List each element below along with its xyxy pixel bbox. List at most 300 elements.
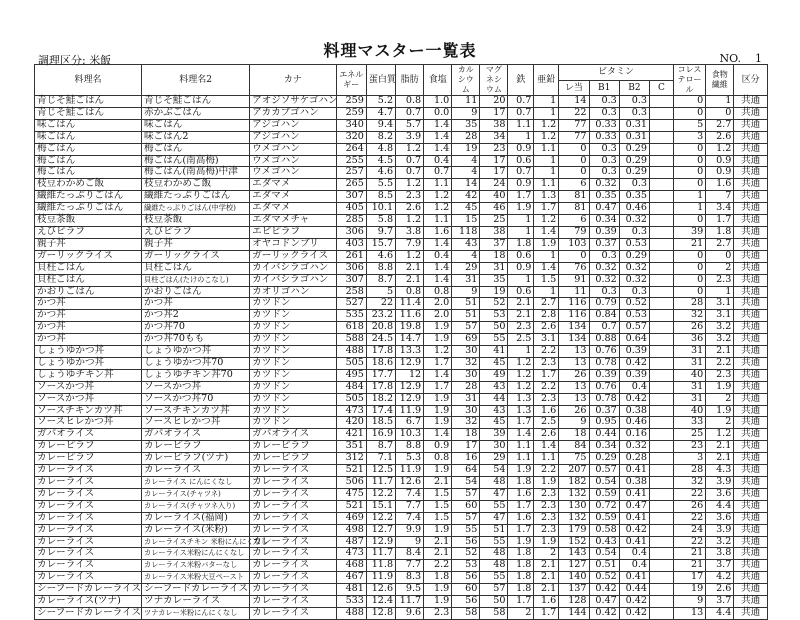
table-cell: カレーピラフ [250, 453, 336, 465]
table-cell: 共通 [734, 417, 768, 429]
table-cell: 1.3 [534, 191, 559, 203]
table-cell: 4.4 [706, 607, 734, 619]
table-cell: 77 [559, 131, 589, 143]
table-cell: 0.3 [589, 96, 619, 108]
table-cell: 9.9 [396, 524, 424, 536]
table-cell: 1.9 [534, 536, 559, 548]
table-cell: 35 [480, 274, 508, 286]
table-cell: 182 [559, 477, 589, 489]
table-cell [650, 429, 674, 441]
table-cell: 1.2 [534, 119, 559, 131]
table-cell: 梅ごはん [35, 155, 142, 167]
table-cell: 18 [480, 250, 508, 262]
table-cell [650, 524, 674, 536]
table-cell: 共通 [734, 238, 768, 250]
table-cell: 共通 [734, 262, 768, 274]
table-cell: シーフードカレーライス [35, 584, 142, 596]
table-cell: 共通 [734, 572, 768, 584]
table-cell: 2.3 [706, 274, 734, 286]
table-cell: 11.9 [396, 465, 424, 477]
table-cell: 5.5 [366, 179, 395, 191]
table-cell: 6.7 [396, 417, 424, 429]
table-cell: 0.41 [619, 536, 649, 548]
table-cell: 0.78 [589, 393, 619, 405]
table-cell: 495 [336, 369, 366, 381]
table-cell: 0.3 [589, 155, 619, 167]
table-cell: 1.9 [424, 596, 452, 608]
table-cell: 4.7 [366, 107, 395, 119]
table-cell [650, 548, 674, 560]
table-cell: 0.31 [619, 131, 649, 143]
table-cell [650, 512, 674, 524]
table-cell: 1.4 [534, 441, 559, 453]
table-cell: カレーライス(チャツネ入り) [142, 500, 250, 512]
table-cell: 2 [706, 393, 734, 405]
table-cell: 23.2 [366, 310, 395, 322]
table-cell: カレーライス にんにくなし [142, 477, 250, 489]
table-cell: エダマメ [250, 203, 336, 215]
table-cell: 1.9 [424, 584, 452, 596]
table-cell: 11.8 [366, 560, 395, 572]
table-cell: 28 [452, 131, 480, 143]
table-row [35, 536, 768, 548]
table-cell: ウメゴハン [250, 167, 336, 179]
table-cell: 9.7 [366, 226, 395, 238]
table-cell: 1 [508, 346, 534, 358]
table-cell: 青じそ鮭ごはん [35, 96, 142, 108]
table-cell: 0.6 [508, 286, 534, 298]
table-cell [650, 607, 674, 619]
table-cell: 0.6 [508, 155, 534, 167]
table-cell: 1.4 [424, 238, 452, 250]
table-cell: 4.5 [366, 155, 395, 167]
table-cell: 0.4 [619, 381, 649, 393]
table-cell: 1.8 [508, 584, 534, 596]
table-cell: 1 [673, 203, 705, 215]
table-cell: 0.42 [619, 524, 649, 536]
table-cell: 共通 [734, 286, 768, 298]
table-cell: カレーライス [35, 477, 142, 489]
table-cell: 25 [480, 215, 508, 227]
table-cell: ガーリックライス [35, 250, 142, 262]
table-cell: 2.3 [424, 607, 452, 619]
table-cell: エダマメチャ [250, 215, 336, 227]
table-cell: 57 [452, 512, 480, 524]
table-cell: 257 [336, 167, 366, 179]
table-cell: 共通 [734, 512, 768, 524]
table-cell: 0.57 [589, 465, 619, 477]
table-cell: 2.2 [534, 346, 559, 358]
table-cell: 0.44 [619, 584, 649, 596]
table-cell: ガパオライス [35, 429, 142, 441]
table-cell: 259 [336, 107, 366, 119]
table-cell: 0 [673, 107, 705, 119]
table-cell: 1.2 [706, 143, 734, 155]
table-cell [650, 417, 674, 429]
table-cell: ウメゴハン [250, 155, 336, 167]
table-cell: 1.8 [508, 238, 534, 250]
table-cell: 12.6 [396, 477, 424, 489]
table-cell: 5.8 [366, 215, 395, 227]
table-cell: 56 [452, 596, 480, 608]
table-row [35, 512, 768, 524]
table-cell: 共通 [734, 607, 768, 619]
table-cell: 22 [366, 298, 395, 310]
table-cell: 81 [559, 191, 589, 203]
table-cell: 味ごはん [142, 119, 250, 131]
table-cell: 17.8 [366, 346, 395, 358]
table-cell: 1.2 [706, 429, 734, 441]
table-cell: 7 [706, 191, 734, 203]
table-cell: 3.9 [706, 477, 734, 489]
table-cell: 40 [673, 369, 705, 381]
table-cell: 3.1 [534, 334, 559, 346]
table-cell: 0 [559, 167, 589, 179]
table-cell: 79 [559, 226, 589, 238]
table-cell: 0.8 [424, 286, 452, 298]
table-cell: 共通 [734, 322, 768, 334]
table-cell: 38 [480, 119, 508, 131]
table-cell: 0 [673, 167, 705, 179]
table-cell: 32 [673, 477, 705, 489]
table-cell: 0.7 [424, 167, 452, 179]
table-cell: 103 [559, 238, 589, 250]
table-cell: 51 [480, 524, 508, 536]
table-cell: 48 [480, 560, 508, 572]
table-cell: カレーライス [35, 536, 142, 548]
table-cell: 45 [480, 417, 508, 429]
table-cell: エダマメ [250, 191, 336, 203]
table-cell: 10.1 [366, 203, 395, 215]
table-cell: カイバシラゴハン [250, 262, 336, 274]
table-cell: 53 [452, 560, 480, 572]
table-cell: 1.7 [534, 203, 559, 215]
table-cell: 1.6 [534, 405, 559, 417]
table-cell: 60 [452, 584, 480, 596]
table-cell: ソースかつ丼 [35, 381, 142, 393]
table-cell: 1.4 [508, 429, 534, 441]
table-cell: 1.8 [706, 226, 734, 238]
table-cell: 1 [706, 96, 734, 108]
table-cell: 0.3 [589, 286, 619, 298]
table-cell: 0 [673, 155, 705, 167]
table-cell: 2.2 [424, 560, 452, 572]
table-cell: 64 [452, 465, 480, 477]
table-cell: 22 [673, 488, 705, 500]
table-cell [650, 441, 674, 453]
table-cell: 0.3 [589, 167, 619, 179]
table-cell: 1.4 [424, 143, 452, 155]
table-cell: かつ丼 [142, 298, 250, 310]
table-cell: 48 [480, 477, 508, 489]
table-cell: カレーライス [250, 465, 336, 477]
table-cell: カレーライス(ツナ) [35, 596, 142, 608]
table-cell: 12.6 [366, 584, 395, 596]
table-cell: 1 [508, 131, 534, 143]
table-cell: 3.9 [706, 524, 734, 536]
table-cell: 2.1 [706, 346, 734, 358]
table-cell: 1.6 [508, 488, 534, 500]
table-cell: 30 [452, 346, 480, 358]
table-cell: カツドン [250, 298, 336, 310]
table-cell: 28 [452, 381, 480, 393]
table-cell: 13 [559, 393, 589, 405]
table-cell: 3.8 [706, 548, 734, 560]
table-cell [650, 393, 674, 405]
table-cell: 31 [452, 393, 480, 405]
table-cell: かつ丼 [35, 322, 142, 334]
table-cell: 0.39 [619, 369, 649, 381]
table-cell: 2.1 [534, 560, 559, 572]
table-cell: 2 [706, 262, 734, 274]
table-cell: カレーライスチキン 米粉にんにくなし [142, 536, 250, 548]
table-cell: 2.5 [534, 417, 559, 429]
table-cell: 29 [480, 453, 508, 465]
table-row [35, 465, 768, 477]
table-cell: 420 [336, 417, 366, 429]
table-cell: 0.41 [619, 465, 649, 477]
table-cell: ソースヒレかつ丼 [35, 417, 142, 429]
table-cell: 179 [559, 524, 589, 536]
table-cell: 3.1 [706, 310, 734, 322]
table-cell: 0.51 [589, 560, 619, 572]
table-cell [650, 369, 674, 381]
table-cell: かつ丼 [35, 298, 142, 310]
table-cell: シーフードカレーライス [142, 584, 250, 596]
table-row [35, 500, 768, 512]
table-cell: 赤かぶごはん [142, 107, 250, 119]
table-cell: 2.8 [534, 310, 559, 322]
table-cell: 共通 [734, 107, 768, 119]
table-cell: アジゴハン [250, 131, 336, 143]
table-cell: シーフードカレーライス [35, 607, 142, 619]
table-row [35, 441, 768, 453]
table-cell: 39 [480, 429, 508, 441]
table-cell: 18.6 [366, 357, 395, 369]
table-cell: 18.5 [366, 417, 395, 429]
table-cell: 1.1 [534, 143, 559, 155]
table-cell: 488 [336, 346, 366, 358]
table-cell: 1.7 [424, 381, 452, 393]
table-cell: 0.42 [589, 584, 619, 596]
table-cell: 0.9 [508, 262, 534, 274]
table-cell: 7.7 [396, 560, 424, 572]
table-cell: 22 [559, 107, 589, 119]
table-cell: 0.32 [619, 274, 649, 286]
table-cell: 0.59 [589, 512, 619, 524]
table-cell: 1.2 [508, 357, 534, 369]
table-cell: 132 [559, 512, 589, 524]
table-cell: 1.5 [534, 274, 559, 286]
table-cell: 共通 [734, 155, 768, 167]
table-row [35, 322, 768, 334]
table-cell [650, 334, 674, 346]
table-cell: 5 [366, 286, 395, 298]
table-cell [650, 357, 674, 369]
table-cell: 8.8 [396, 441, 424, 453]
table-cell: 17.7 [366, 369, 395, 381]
table-cell: 307 [336, 274, 366, 286]
table-row [35, 107, 768, 119]
table-cell: 0.54 [589, 477, 619, 489]
table-cell: 1.8 [508, 572, 534, 584]
table-cell: 0.84 [589, 310, 619, 322]
table-cell: 21 [673, 560, 705, 572]
table-cell: かつ丼70もも [142, 334, 250, 346]
table-cell: 2.1 [706, 453, 734, 465]
col-fiber: 食物繊維 [706, 65, 734, 96]
table-cell: 7.7 [396, 500, 424, 512]
table-cell: 共通 [734, 441, 768, 453]
table-cell: 青じそ鮭ごはん [35, 107, 142, 119]
table-cell: 306 [336, 226, 366, 238]
table-cell: 1 [508, 226, 534, 238]
table-cell: 37 [480, 238, 508, 250]
table-cell: 1.9 [706, 405, 734, 417]
table-cell: 1.8 [508, 548, 534, 560]
table-cell: 0.8 [396, 286, 424, 298]
table-cell: 0.44 [589, 429, 619, 441]
table-cell: 4.3 [706, 465, 734, 477]
table-cell: 30 [452, 369, 480, 381]
table-cell: 76 [559, 262, 589, 274]
table-cell: 2.3 [534, 488, 559, 500]
table-cell: エダマメ [250, 179, 336, 191]
table-cell: 0.9 [424, 441, 452, 453]
table-cell: 32 [452, 417, 480, 429]
table-cell: 2.1 [508, 298, 534, 310]
table-cell: カレーライス(福岡) [142, 512, 250, 524]
table-cell: 共通 [734, 226, 768, 238]
table-cell: 1.2 [534, 215, 559, 227]
table-cell: ツナカレー米粉にんにくなし [142, 607, 250, 619]
table-cell: 84 [559, 441, 589, 453]
col-iron: 鉄 [508, 65, 534, 96]
table-cell: ガーリックライス [142, 250, 250, 262]
table-cell: 共通 [734, 500, 768, 512]
table-cell: 青じそ鮭ごはん [142, 96, 250, 108]
table-cell: 2.7 [534, 298, 559, 310]
dish-master-table [34, 64, 768, 620]
table-cell: カレーライス [35, 512, 142, 524]
table-cell: 13 [559, 381, 589, 393]
table-cell: 23 [480, 143, 508, 155]
table-cell: 0.64 [619, 334, 649, 346]
col-kubun: 区分 [734, 65, 768, 96]
table-cell: 0.4 [619, 560, 649, 572]
table-cell: 2.7 [706, 238, 734, 250]
table-cell: 0.29 [619, 250, 649, 262]
table-cell: 23 [673, 441, 705, 453]
table-cell: 265 [336, 179, 366, 191]
table-cell: 0.9 [706, 155, 734, 167]
table-cell: 55 [480, 334, 508, 346]
table-cell: 12.7 [366, 524, 395, 536]
table-cell: 1.8 [508, 560, 534, 572]
table-cell: 1.9 [424, 334, 452, 346]
table-cell: ソースかつ丼 [35, 393, 142, 405]
table-cell: 0.37 [589, 238, 619, 250]
table-cell: 527 [336, 298, 366, 310]
table-cell: 28 [673, 465, 705, 477]
table-cell: カレーライス [35, 488, 142, 500]
table-cell: 143 [559, 548, 589, 560]
table-cell: 45 [452, 203, 480, 215]
table-cell: 1.1 [534, 179, 559, 191]
table-cell [650, 477, 674, 489]
table-cell: 1 [673, 191, 705, 203]
table-row [35, 572, 768, 584]
table-cell: 共通 [734, 298, 768, 310]
table-cell: 81 [559, 203, 589, 215]
col-vitamin: ビタミン [559, 65, 674, 81]
col-name2: 料理名2 [142, 65, 250, 96]
table-cell: 3.7 [706, 596, 734, 608]
col-zinc: 亜鉛 [534, 65, 559, 96]
table-cell: 3.9 [396, 131, 424, 143]
table-cell: カレーライス [250, 584, 336, 596]
table-cell: 0 [673, 286, 705, 298]
table-cell: 0.43 [589, 536, 619, 548]
table-row [35, 119, 768, 131]
table-body [35, 96, 768, 620]
table-cell: 共通 [734, 334, 768, 346]
table-cell: 2.2 [706, 357, 734, 369]
table-cell: 91 [559, 274, 589, 286]
table-cell: 2 [534, 548, 559, 560]
table-cell: 12 [396, 369, 424, 381]
table-cell: 207 [559, 465, 589, 477]
col-vit-ret: レ当 [559, 80, 589, 96]
table-cell: 0 [673, 274, 705, 286]
table-cell: 60 [452, 500, 480, 512]
table-cell [650, 262, 674, 274]
table-cell [650, 488, 674, 500]
table-cell: 20 [480, 96, 508, 108]
table-cell: カレーライス [35, 524, 142, 536]
table-cell: 505 [336, 393, 366, 405]
table-cell: カレーライス [250, 607, 336, 619]
table-cell: 0.39 [589, 369, 619, 381]
table-cell: カレーライス(米粉) [142, 524, 250, 536]
table-cell: 127 [559, 560, 589, 572]
table-cell: 481 [336, 584, 366, 596]
table-cell: カレーライス米粉にんにくなし [142, 548, 250, 560]
table-row [35, 346, 768, 358]
table-cell: 38 [480, 226, 508, 238]
table-cell: 4.8 [366, 143, 395, 155]
table-cell: 15.1 [366, 500, 395, 512]
table-cell: カレーライス米粉バターなし [142, 560, 250, 572]
table-cell: ガパオライス [142, 429, 250, 441]
table-cell: 11.4 [396, 298, 424, 310]
table-cell: 3.4 [706, 203, 734, 215]
table-row [35, 488, 768, 500]
table-cell: 共通 [734, 369, 768, 381]
table-cell: 255 [336, 155, 366, 167]
table-cell: カレーライス(チャツネ) [142, 488, 250, 500]
table-row [35, 250, 768, 262]
table-cell: 1.1 [424, 179, 452, 191]
table-cell: 貝柱ごはん [142, 262, 250, 274]
table-cell: 0.39 [619, 346, 649, 358]
table-cell: カツドン [250, 369, 336, 381]
table-cell: 梅ごはん [35, 167, 142, 179]
table-cell: 9.4 [366, 119, 395, 131]
table-cell: 0.35 [589, 191, 619, 203]
table-cell: 1.2 [534, 131, 559, 143]
table-cell: 41 [480, 346, 508, 358]
